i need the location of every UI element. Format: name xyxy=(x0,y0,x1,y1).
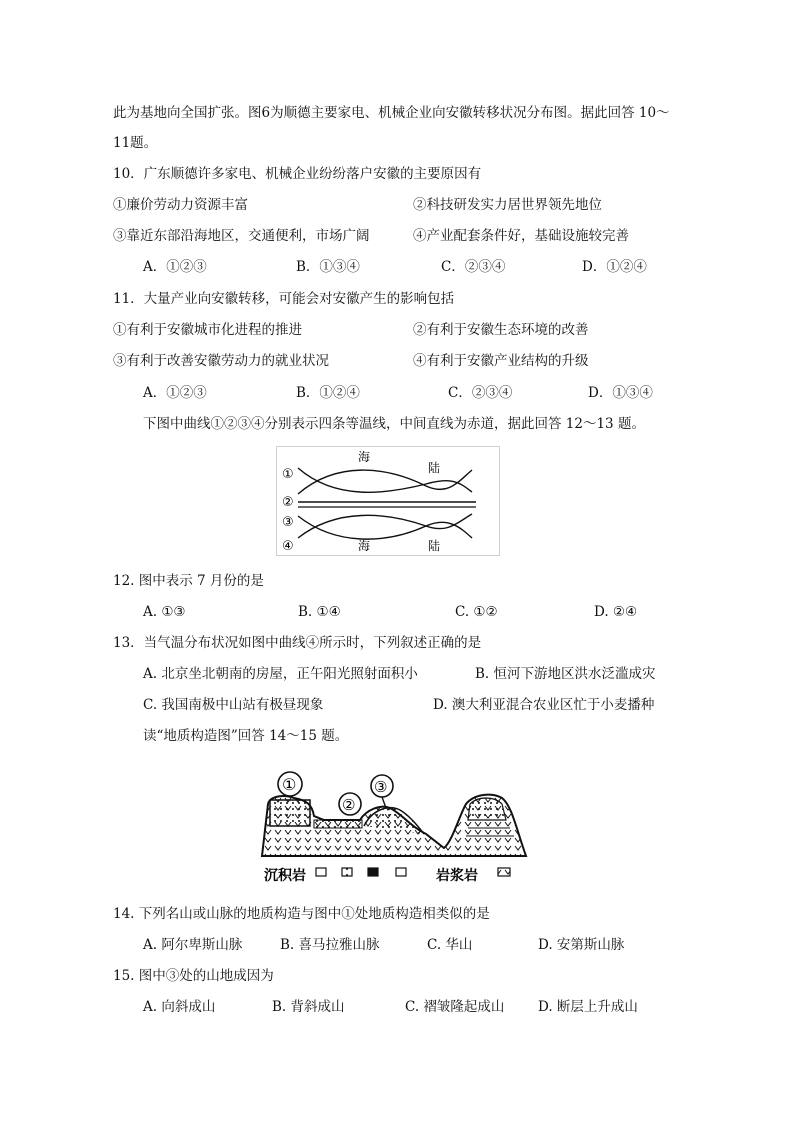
geology-label-3: ③ xyxy=(374,778,388,796)
q14-stem: 14. 下列名山或山脉的地质构造与图中①处地质构造相类似的是 xyxy=(113,906,490,922)
q15-option-d[interactable]: D. 断层上升成山 xyxy=(538,999,638,1015)
geology-figure xyxy=(254,764,538,888)
q14-option-c[interactable]: C. 华山 xyxy=(427,937,473,953)
q11-stem: 11．大量产业向安徽转移，可能会对安徽产生的影响包括 xyxy=(113,291,455,307)
q11-option-d[interactable]: D．①③④ xyxy=(588,385,653,401)
q11-statement-3: ③有利于改善安徽劳动力的就业状况 xyxy=(113,353,329,369)
isotherm-land-bottom: 陆 xyxy=(428,539,441,553)
q13-option-c[interactable]: C. 我国南极中山站有极昼现象 xyxy=(143,697,324,713)
legend-sedimentary: 沉积岩 xyxy=(264,868,306,884)
q11-statement-2: ②有利于安徽生态环境的改善 xyxy=(413,322,589,338)
isotherm-sea-top: 海 xyxy=(358,450,371,464)
q10-option-c[interactable]: C．②③④ xyxy=(441,259,506,275)
intro-line-1: 此为基地向全国扩张。图6为顺德主要家电、机械企业向安徽转移状况分布图。据此回答 10～ xyxy=(113,105,670,121)
isotherm-land-top: 陆 xyxy=(428,461,441,475)
q15-option-b[interactable]: B. 背斜成山 xyxy=(272,999,345,1015)
q14-option-b[interactable]: B. 喜马拉雅山脉 xyxy=(280,937,380,953)
q11-option-a[interactable]: A．①②③ xyxy=(143,385,207,401)
q12-option-c[interactable]: C. ①② xyxy=(455,604,498,620)
isotherm-curve-1-bottom xyxy=(298,470,472,494)
intro-12-13: 下图中曲线①②③④分别表示四条等温线，中间直线为赤道，据此回答 12～13 题。 xyxy=(143,416,645,432)
intro-14-15: 读“地质构造图”回答 14～15 题。 xyxy=(143,728,349,744)
q10-statement-2: ②科技研发实力居世界领先地位 xyxy=(413,197,602,213)
q12-option-a[interactable]: A. ①③ xyxy=(143,604,186,620)
q12-stem: 12. 图中表示 7 月份的是 xyxy=(113,573,264,589)
q13-option-b[interactable]: B. 恒河下游地区洪水泛滥成灾 xyxy=(475,666,656,682)
q15-stem: 15. 图中③处的山地成因为 xyxy=(113,968,274,984)
intro-line-2: 11题。 xyxy=(113,135,158,151)
q14-option-a[interactable]: A. 阿尔卑斯山脉 xyxy=(143,937,243,953)
isotherm-sea-bottom: 海 xyxy=(358,539,371,553)
q11-option-b[interactable]: B．①②④ xyxy=(296,385,360,401)
isotherm-label-1: ① xyxy=(282,467,294,482)
geology-label-1: ① xyxy=(282,775,297,794)
q11-statement-1: ①有利于安徽城市化进程的推进 xyxy=(113,322,302,338)
isotherm-curve-3 xyxy=(298,514,472,538)
q10-stem: 10．广东顺德许多家电、机械企业纷纷落户安徽的主要原因有 xyxy=(113,166,482,182)
q14-option-d[interactable]: D. 安第斯山脉 xyxy=(538,937,625,953)
q10-statement-3: ③靠近东部沿海地区，交通便利，市场广阔 xyxy=(113,228,370,244)
q11-statement-4: ④有利于安徽产业结构的升级 xyxy=(413,353,589,369)
q13-option-a[interactable]: A. 北京坐北朝南的房屋，正午阳光照射面积小 xyxy=(143,666,418,682)
q10-option-a[interactable]: A．①②③ xyxy=(143,259,207,275)
isotherm-label-4: ④ xyxy=(282,539,294,554)
q12-option-b[interactable]: B. ①④ xyxy=(298,604,341,620)
isotherm-label-2: ② xyxy=(282,495,294,510)
q10-statement-4: ④产业配套条件好，基础设施较完善 xyxy=(413,228,629,244)
q10-option-b[interactable]: B．①③④ xyxy=(296,259,360,275)
q10-option-d[interactable]: D．①②④ xyxy=(582,259,647,275)
q15-option-a[interactable]: A. 向斜成山 xyxy=(143,999,216,1015)
isotherm-figure xyxy=(276,446,500,556)
q13-stem: 13．当气温分布状况如图中曲线④所示时，下列叙述正确的是 xyxy=(113,635,482,651)
q13-option-d[interactable]: D. 澳大利亚混合农业区忙于小麦播种 xyxy=(433,697,655,713)
q11-option-c[interactable]: C．②③④ xyxy=(448,385,513,401)
q10-statement-1: ①廉价劳动力资源丰富 xyxy=(113,197,248,213)
q15-option-c[interactable]: C. 褶皱隆起成山 xyxy=(405,999,505,1015)
legend-igneous: 岩浆岩 xyxy=(436,868,478,884)
q12-option-d[interactable]: D. ②④ xyxy=(594,604,638,620)
geology-label-2: ② xyxy=(342,796,356,814)
isotherm-label-3: ③ xyxy=(282,515,294,530)
